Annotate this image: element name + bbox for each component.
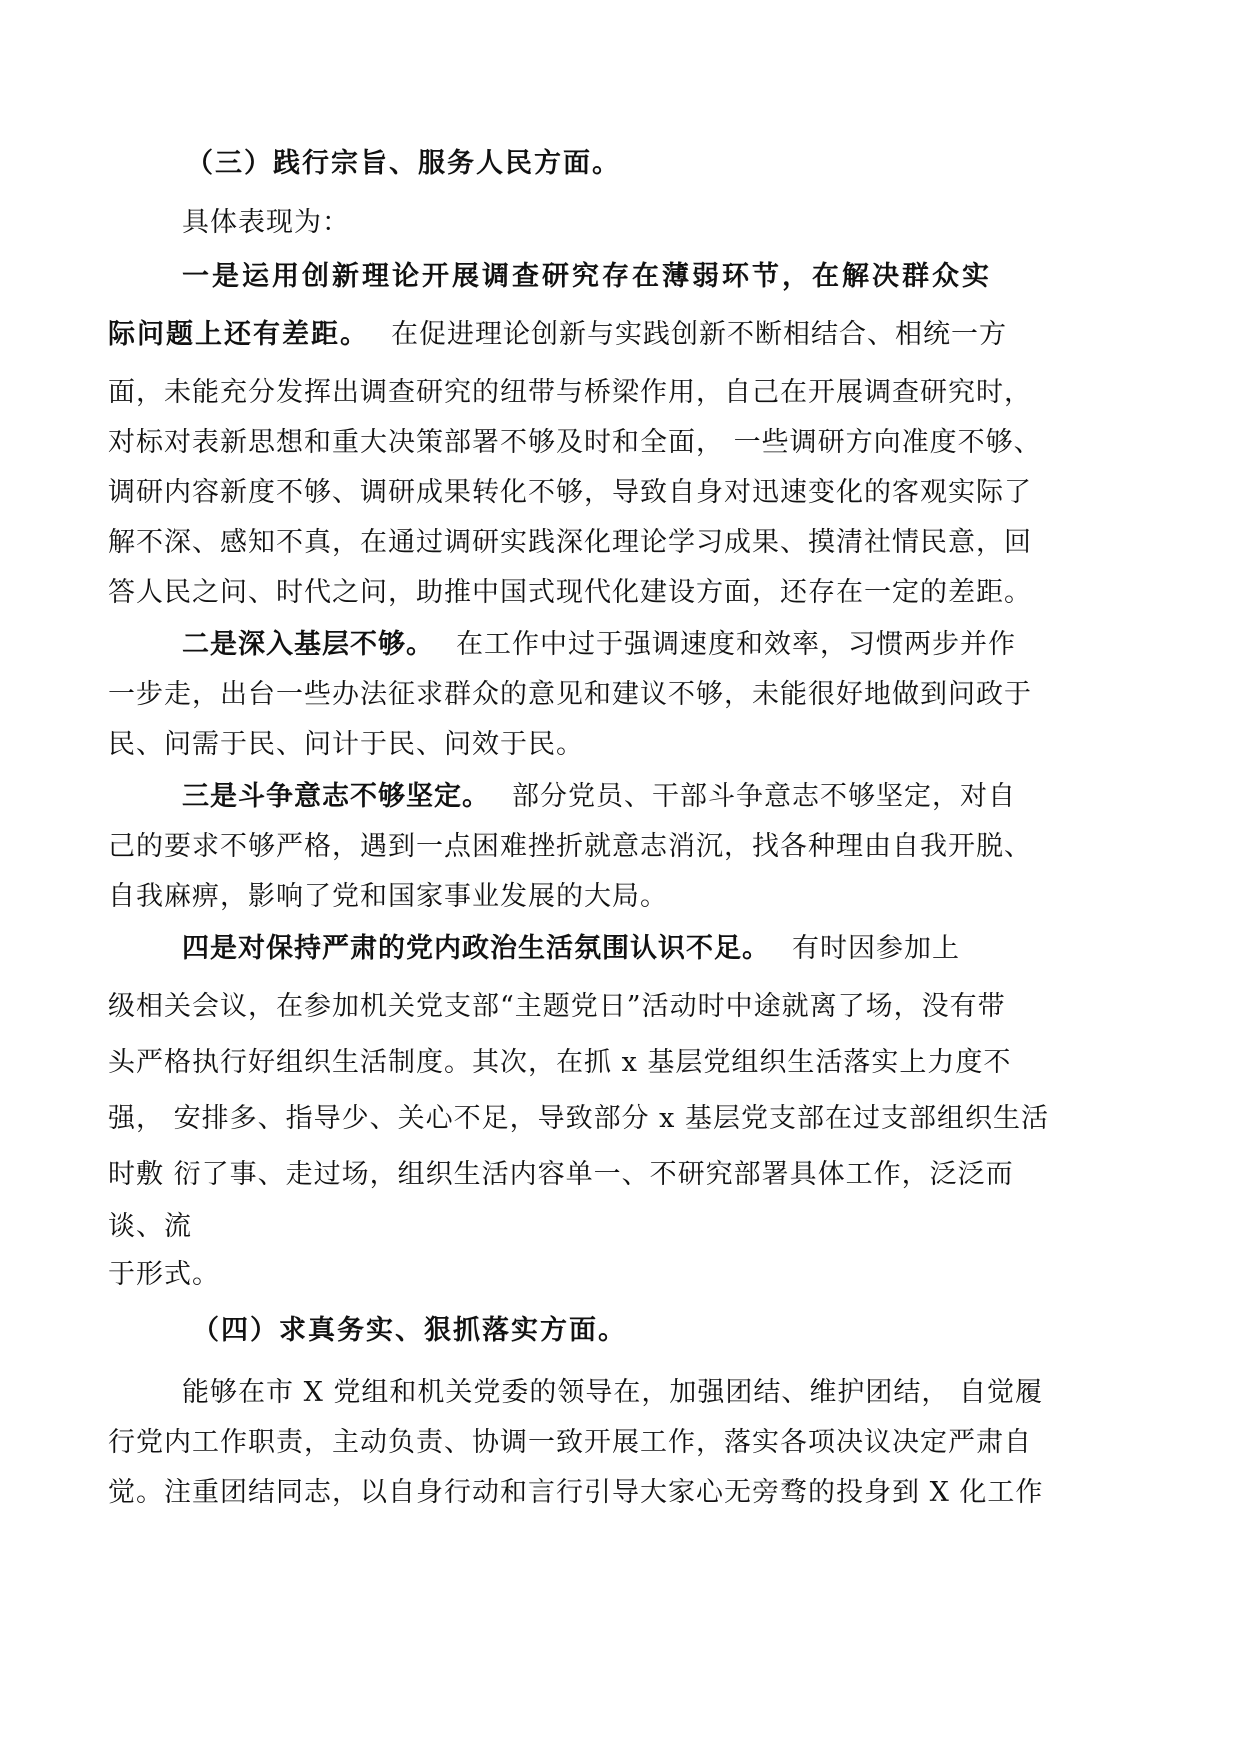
item1-line5: 调研内容新度不够、调研成果转化不够，导致自身对迅速变化的客观实际了 [108, 477, 1032, 508]
item3-lead: 三是斗争意志不够坚定。 [182, 781, 490, 812]
item2-line1 [182, 628, 1016, 662]
item4-line1-text: 有时因参加上 [792, 933, 960, 964]
item1-line3: 面，未能充分发挥出调查研究的纽带与桥梁作用，自己在开展调查研究时， [108, 377, 1032, 408]
item3-line2: 己的要求不够严格，遇到一点困难挫折就意志消沉，找各种理由自我开脱、 [108, 831, 1032, 862]
section4-line2: 行党内工作职责，主动负责、协调一致开展工作，落实各项决议决定严肃自 [108, 1427, 1032, 1458]
item1-lead-end: 际问题上还有差距。 [108, 319, 369, 350]
item4-line6: 谈、流 [108, 1211, 192, 1242]
item4-line7: 于形式。 [108, 1259, 220, 1290]
section4-line3: 觉。注重团结同志，以自身行动和言行引导大家心无旁骛的投身到 X 化工作 [108, 1477, 1044, 1508]
item4-line2: 级相关会议，在参加机关党支部“主题党日”活动时中途就离了场，没有带 [108, 991, 1006, 1022]
item3-line3: 自我麻痹，影响了党和国家事业发展的大局。 [108, 881, 668, 912]
item2-line3: 民、问需于民、问计于民、问效于民。 [108, 729, 584, 760]
item4-line3: 头严格执行好组织生活制度。其次，在抓 x 基层党组织生活落实上力度不 [108, 1047, 1012, 1078]
item3-line1 [182, 780, 1016, 814]
item1-line6: 解不深、感知不真，在通过调研实践深化理论学习成果、摸清社情民意，回 [108, 527, 1032, 558]
item1-line4: 对标对表新思想和重大决策部署不够及时和全面， 一些调研方向准度不够、 [108, 427, 1042, 458]
item4-line4: 强， 安排多、指导少、关心不足，导致部分 x 基层党支部在过支部组织生活 [108, 1103, 1049, 1134]
item1-line7: 答人民之问、时代之问，助推中国式现代化建设方面，还存在一定的差距。 [108, 577, 1032, 608]
item1-line1: 一是运用创新理论开展调查研究存在薄弱环节，在解决群众实 [182, 261, 992, 292]
item2-line1-text: 在工作中过于强调速度和效率，习惯两步并作 [456, 629, 1016, 660]
item2-line2: 一步走，出台一些办法征求群众的意见和建议不够，未能很好地做到问政于 [108, 679, 1032, 710]
item4-line5: 时敷 衍了事、走过场，组织生活内容单一、不研究部署具体工作，泛泛而 [108, 1159, 1014, 1190]
section-heading-4: （四）求真务实、狠抓落实方面。 [192, 1315, 627, 1346]
section-intro: 具体表现为： [182, 207, 350, 238]
section4-line1: 能够在市 X 党组和机关党委的领导在，加强团结、维护团结， 自觉履 [182, 1377, 1043, 1408]
item4-line1 [182, 932, 960, 966]
item4-lead: 四是对保持严肃的党内政治生活氛围认识不足。 [182, 933, 770, 964]
section-heading-3: （三）践行宗旨、服务人民方面。 [186, 148, 621, 179]
item1-line2-text: 在促进理论创新与实践创新不断相结合、相统一方 [391, 319, 1007, 350]
item3-line1-text: 部分党员、干部斗争意志不够坚定，对自 [512, 781, 1016, 812]
item2-lead: 二是深入基层不够。 [182, 629, 434, 660]
item1-line2 [108, 318, 1007, 352]
